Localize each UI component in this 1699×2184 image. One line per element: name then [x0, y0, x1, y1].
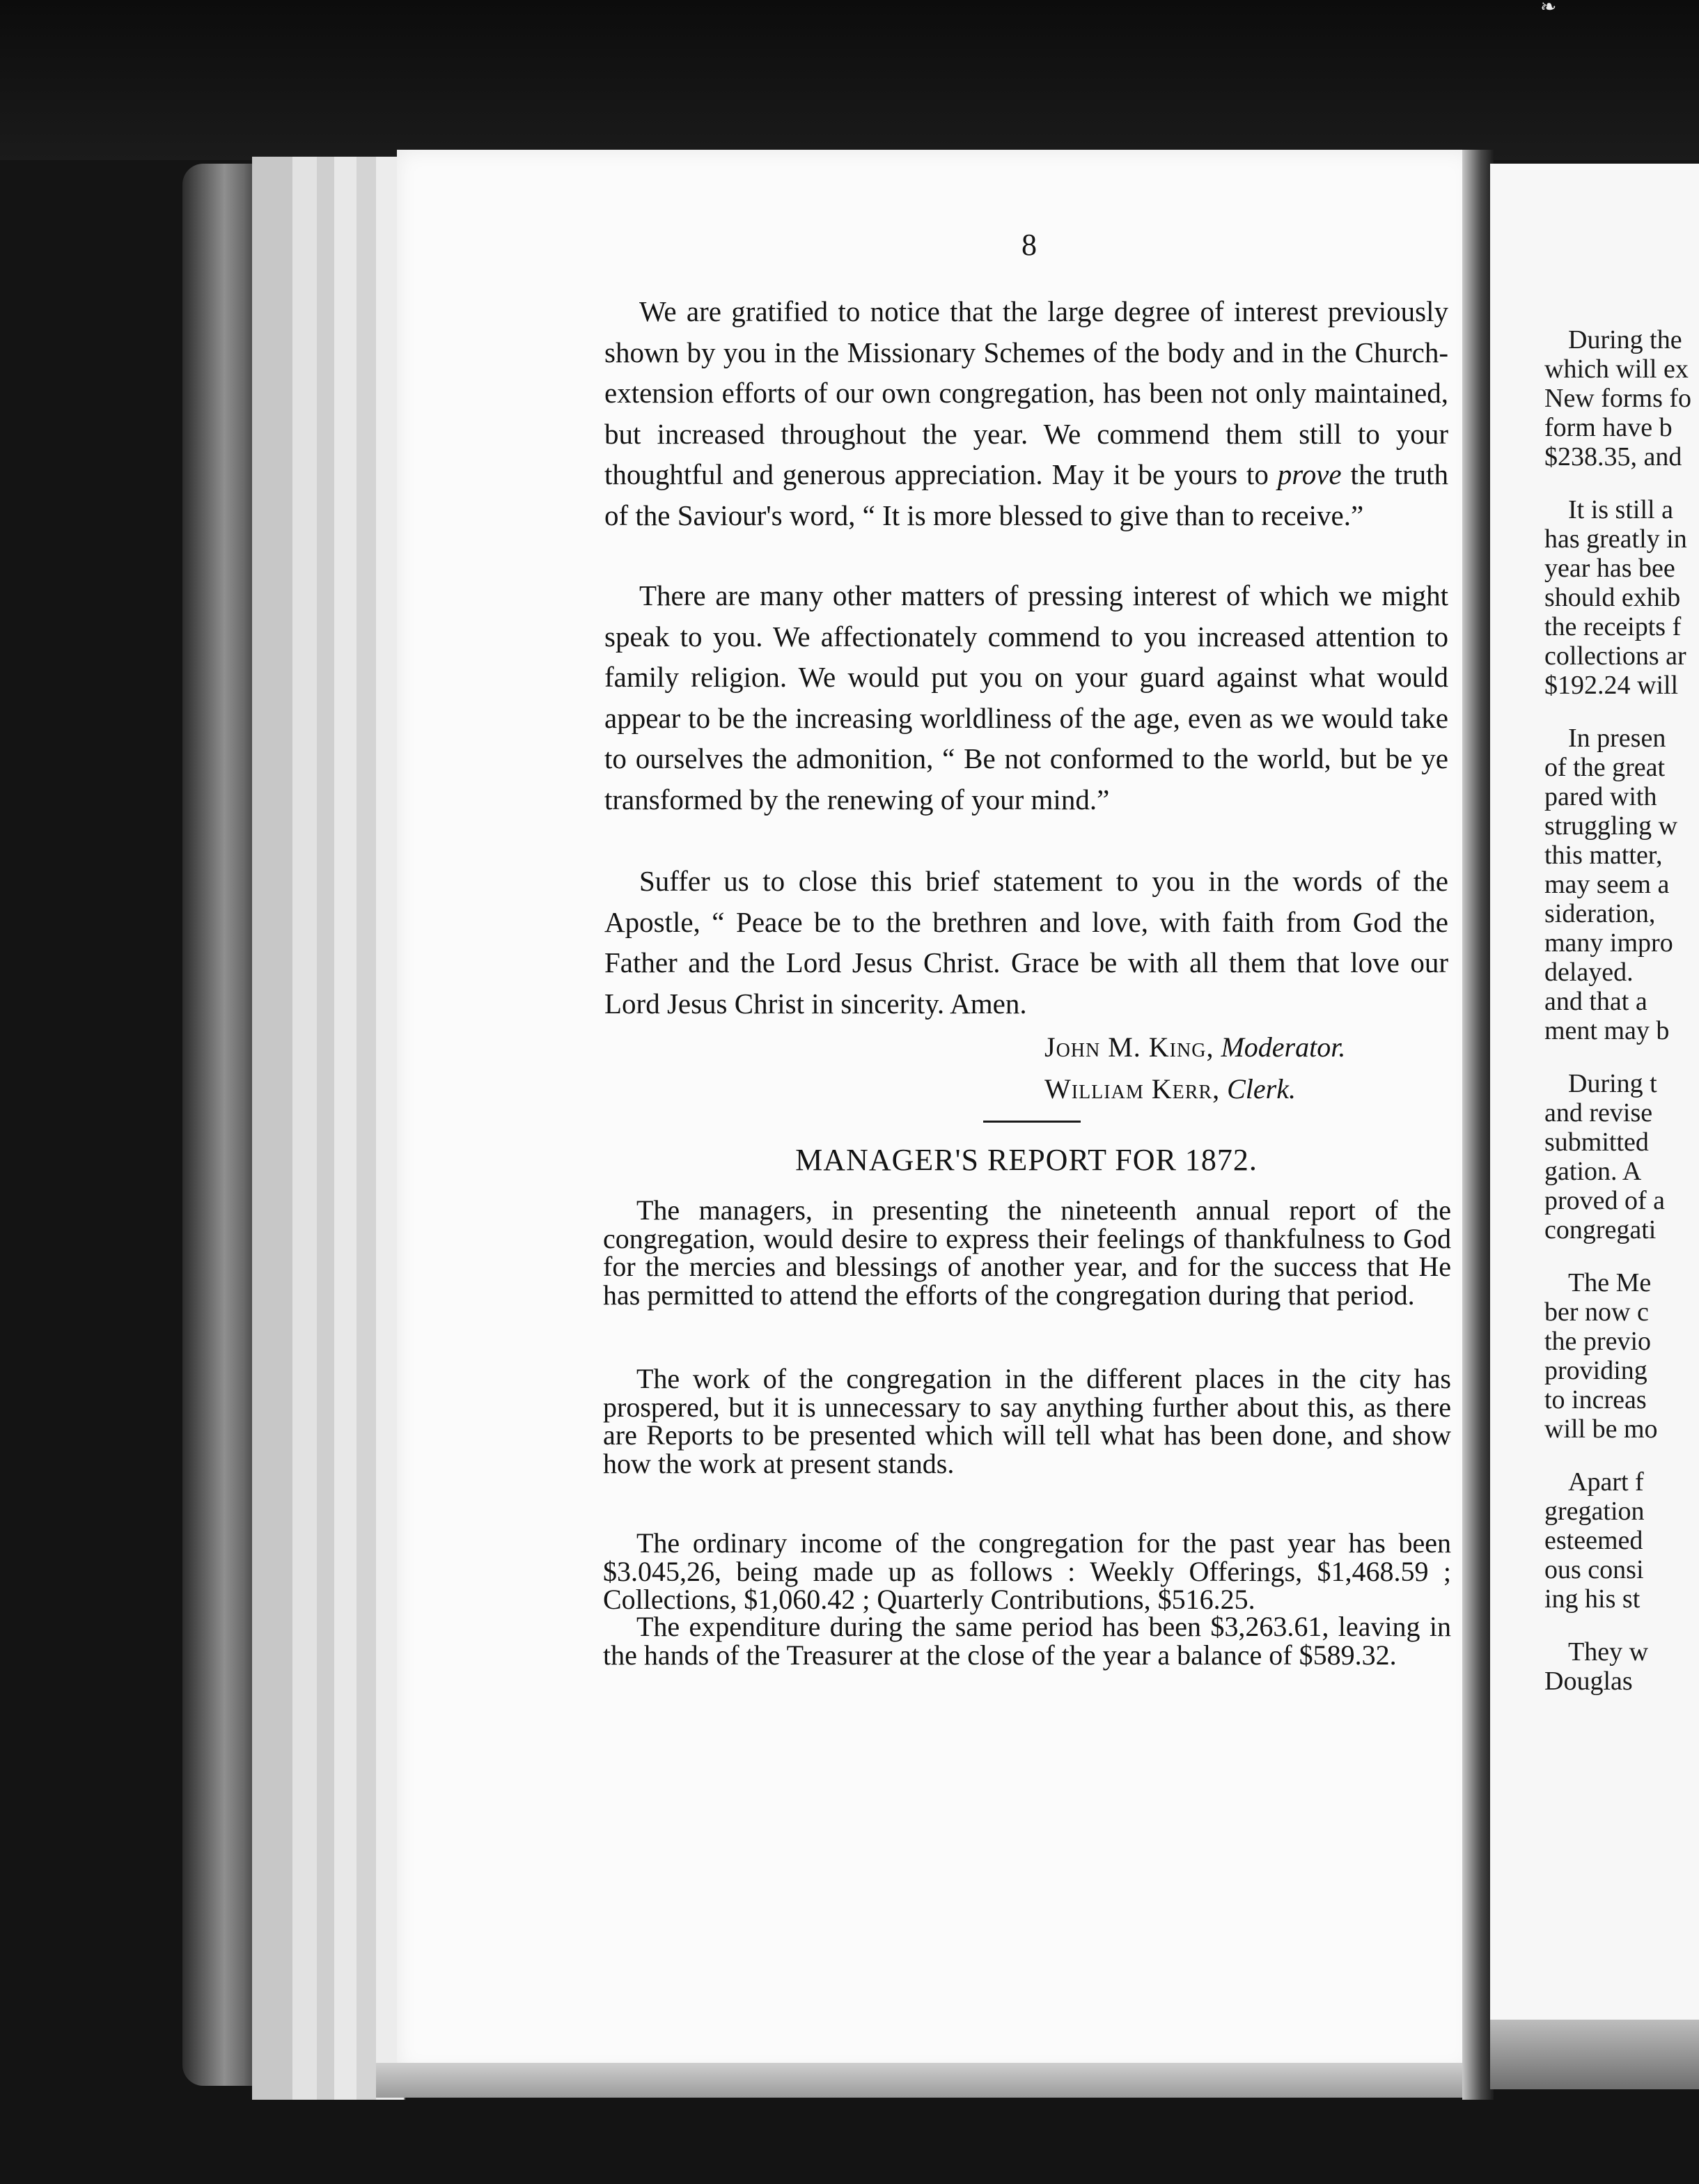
- right-page-line: will be mo: [1544, 1414, 1658, 1444]
- right-page-line: sideration,: [1544, 899, 1656, 928]
- right-page-line: year has bee: [1544, 554, 1675, 583]
- right-page-line: and that a: [1544, 987, 1647, 1016]
- right-page-line: to increas: [1544, 1385, 1647, 1414]
- page-number: 8: [1021, 228, 1037, 262]
- right-page-line: providing: [1544, 1356, 1647, 1385]
- right-page-line: The Me: [1568, 1268, 1652, 1297]
- right-page-line: ing his st: [1544, 1584, 1641, 1614]
- scan-background: [0, 0, 1699, 160]
- report-paragraph-3: The ordinary income of the congregation for the past year has been $3.045,26, being made up as follows : Weekly Offerings, $1,468.59 ; Collections, $1,060.42 ; Quarterly Contributions, $516.25.: [603, 1527, 1451, 1615]
- right-page-line: $238.35, and: [1544, 442, 1682, 471]
- right-page-line: this matter,: [1544, 841, 1663, 870]
- address-paragraph-1: We are gratified to notice that the large degree of interest previously shown by you in the Missionary Schemes of the body and in the Church-extension efforts of our own congregation, has been not only maintained, but increased throughout the year. We commend them still to your thoughtful and generous appreciation. May it be yours to prove the truth of the Saviour's word, “ It is more blessed to give than to receive.”: [604, 295, 1449, 531]
- right-page-line: gation. A: [1544, 1157, 1642, 1186]
- right-page-line: esteemed: [1544, 1526, 1643, 1555]
- right-page-line: many impro: [1544, 928, 1673, 958]
- report-paragraph-4: The expenditure during the same period has been $3,263.61, leaving in the hands of the Treasurer at the close of the year a balance of $589.32.: [603, 1611, 1451, 1671]
- report-paragraph-1: The managers, in presenting the nineteenth annual report of the congregation, would desire to express their feelings of thankfulness to God for the mercies and blessings of another year, and for the success that He has permitted to attend the efforts of the congregation during that period.: [603, 1194, 1451, 1311]
- right-page-line: which will ex: [1544, 354, 1689, 384]
- right-page-line: gregation: [1544, 1497, 1645, 1526]
- right-page-line: submitted: [1544, 1128, 1649, 1157]
- signature-name: John M. King,: [1044, 1031, 1214, 1063]
- right-page-line: delayed.: [1544, 958, 1634, 987]
- signature-name: William Kerr,: [1044, 1073, 1221, 1105]
- right-page-line: the receipts f: [1544, 612, 1682, 641]
- right-page-line: the previo: [1544, 1327, 1652, 1356]
- right-page-line: struggling w: [1544, 811, 1678, 841]
- book-gutter: [1462, 150, 1494, 2100]
- signature-moderator: [1044, 1031, 1345, 1063]
- right-page-line: They w: [1568, 1637, 1649, 1667]
- address-paragraph-3: Suffer us to close this brief statement to you in the words of the Apostle, “ Peace be to the brethren and love, with faith from God the Father and the Lord Jesus Christ. Grace be with all them that love our Lord Jesus Christ in sincerity. Amen.: [604, 865, 1448, 1020]
- address-paragraph-2: There are many other matters of pressing interest of which we might speak to you. We affectionately commend to you increased attention to family religion. We would put you on your guard against what would appear to be the increasing worldliness of the age, even as we would take to ourselves the admonition, “ Be not conformed to the world, but be ye transformed by the renewing of your mind.”: [604, 579, 1448, 816]
- right-page-line: It is still a: [1568, 495, 1673, 524]
- corner-mark: ❧: [1540, 0, 1557, 18]
- right-page-line: of the great: [1544, 753, 1666, 782]
- page-bottom-edge: [376, 2063, 1494, 2098]
- report-paragraph-2: The work of the congregation in the different places in the city has prospered, but it is unnecessary to say anything further about this, as there are Reports to be presented which will tell what has been done, and show how the work at present stands.: [603, 1363, 1451, 1479]
- right-page-line: During the: [1568, 325, 1682, 354]
- right-page-line: Douglas: [1544, 1667, 1633, 1696]
- right-page-line: $192.24 will: [1544, 671, 1679, 700]
- right-page-line: has greatly in: [1544, 524, 1687, 554]
- right-page-line: During t: [1568, 1069, 1657, 1098]
- right-page-line: pared with: [1544, 782, 1657, 811]
- right-page-line: ment may b: [1544, 1016, 1670, 1045]
- right-page-line: congregati: [1544, 1215, 1657, 1245]
- right-page-line: proved of a: [1544, 1186, 1666, 1215]
- report-heading: MANAGER'S REPORT FOR 1872.: [795, 1143, 1258, 1177]
- signature-clerk: [1044, 1072, 1296, 1105]
- right-page-line: ber now c: [1544, 1297, 1649, 1327]
- signature-role: Moderator.: [1221, 1031, 1346, 1063]
- emphasis-prove: prove: [1277, 458, 1342, 490]
- right-page-line: should exhib: [1544, 583, 1681, 612]
- right-page-line: may seem a: [1544, 870, 1670, 899]
- signature-role: Clerk.: [1227, 1073, 1296, 1105]
- right-page-line: collections ar: [1544, 641, 1686, 671]
- right-page-line: Apart f: [1568, 1467, 1644, 1497]
- right-page-line: and revise: [1544, 1098, 1653, 1128]
- right-page-line: ous consi: [1544, 1555, 1644, 1584]
- book-spine-edge: [182, 164, 259, 2086]
- right-page-line: form have b: [1544, 413, 1673, 442]
- right-page-bottom-edge: [1490, 2020, 1699, 2089]
- section-divider: [983, 1121, 1081, 1123]
- right-page-line: In presen: [1568, 724, 1666, 753]
- right-page-line: New forms fo: [1544, 384, 1692, 413]
